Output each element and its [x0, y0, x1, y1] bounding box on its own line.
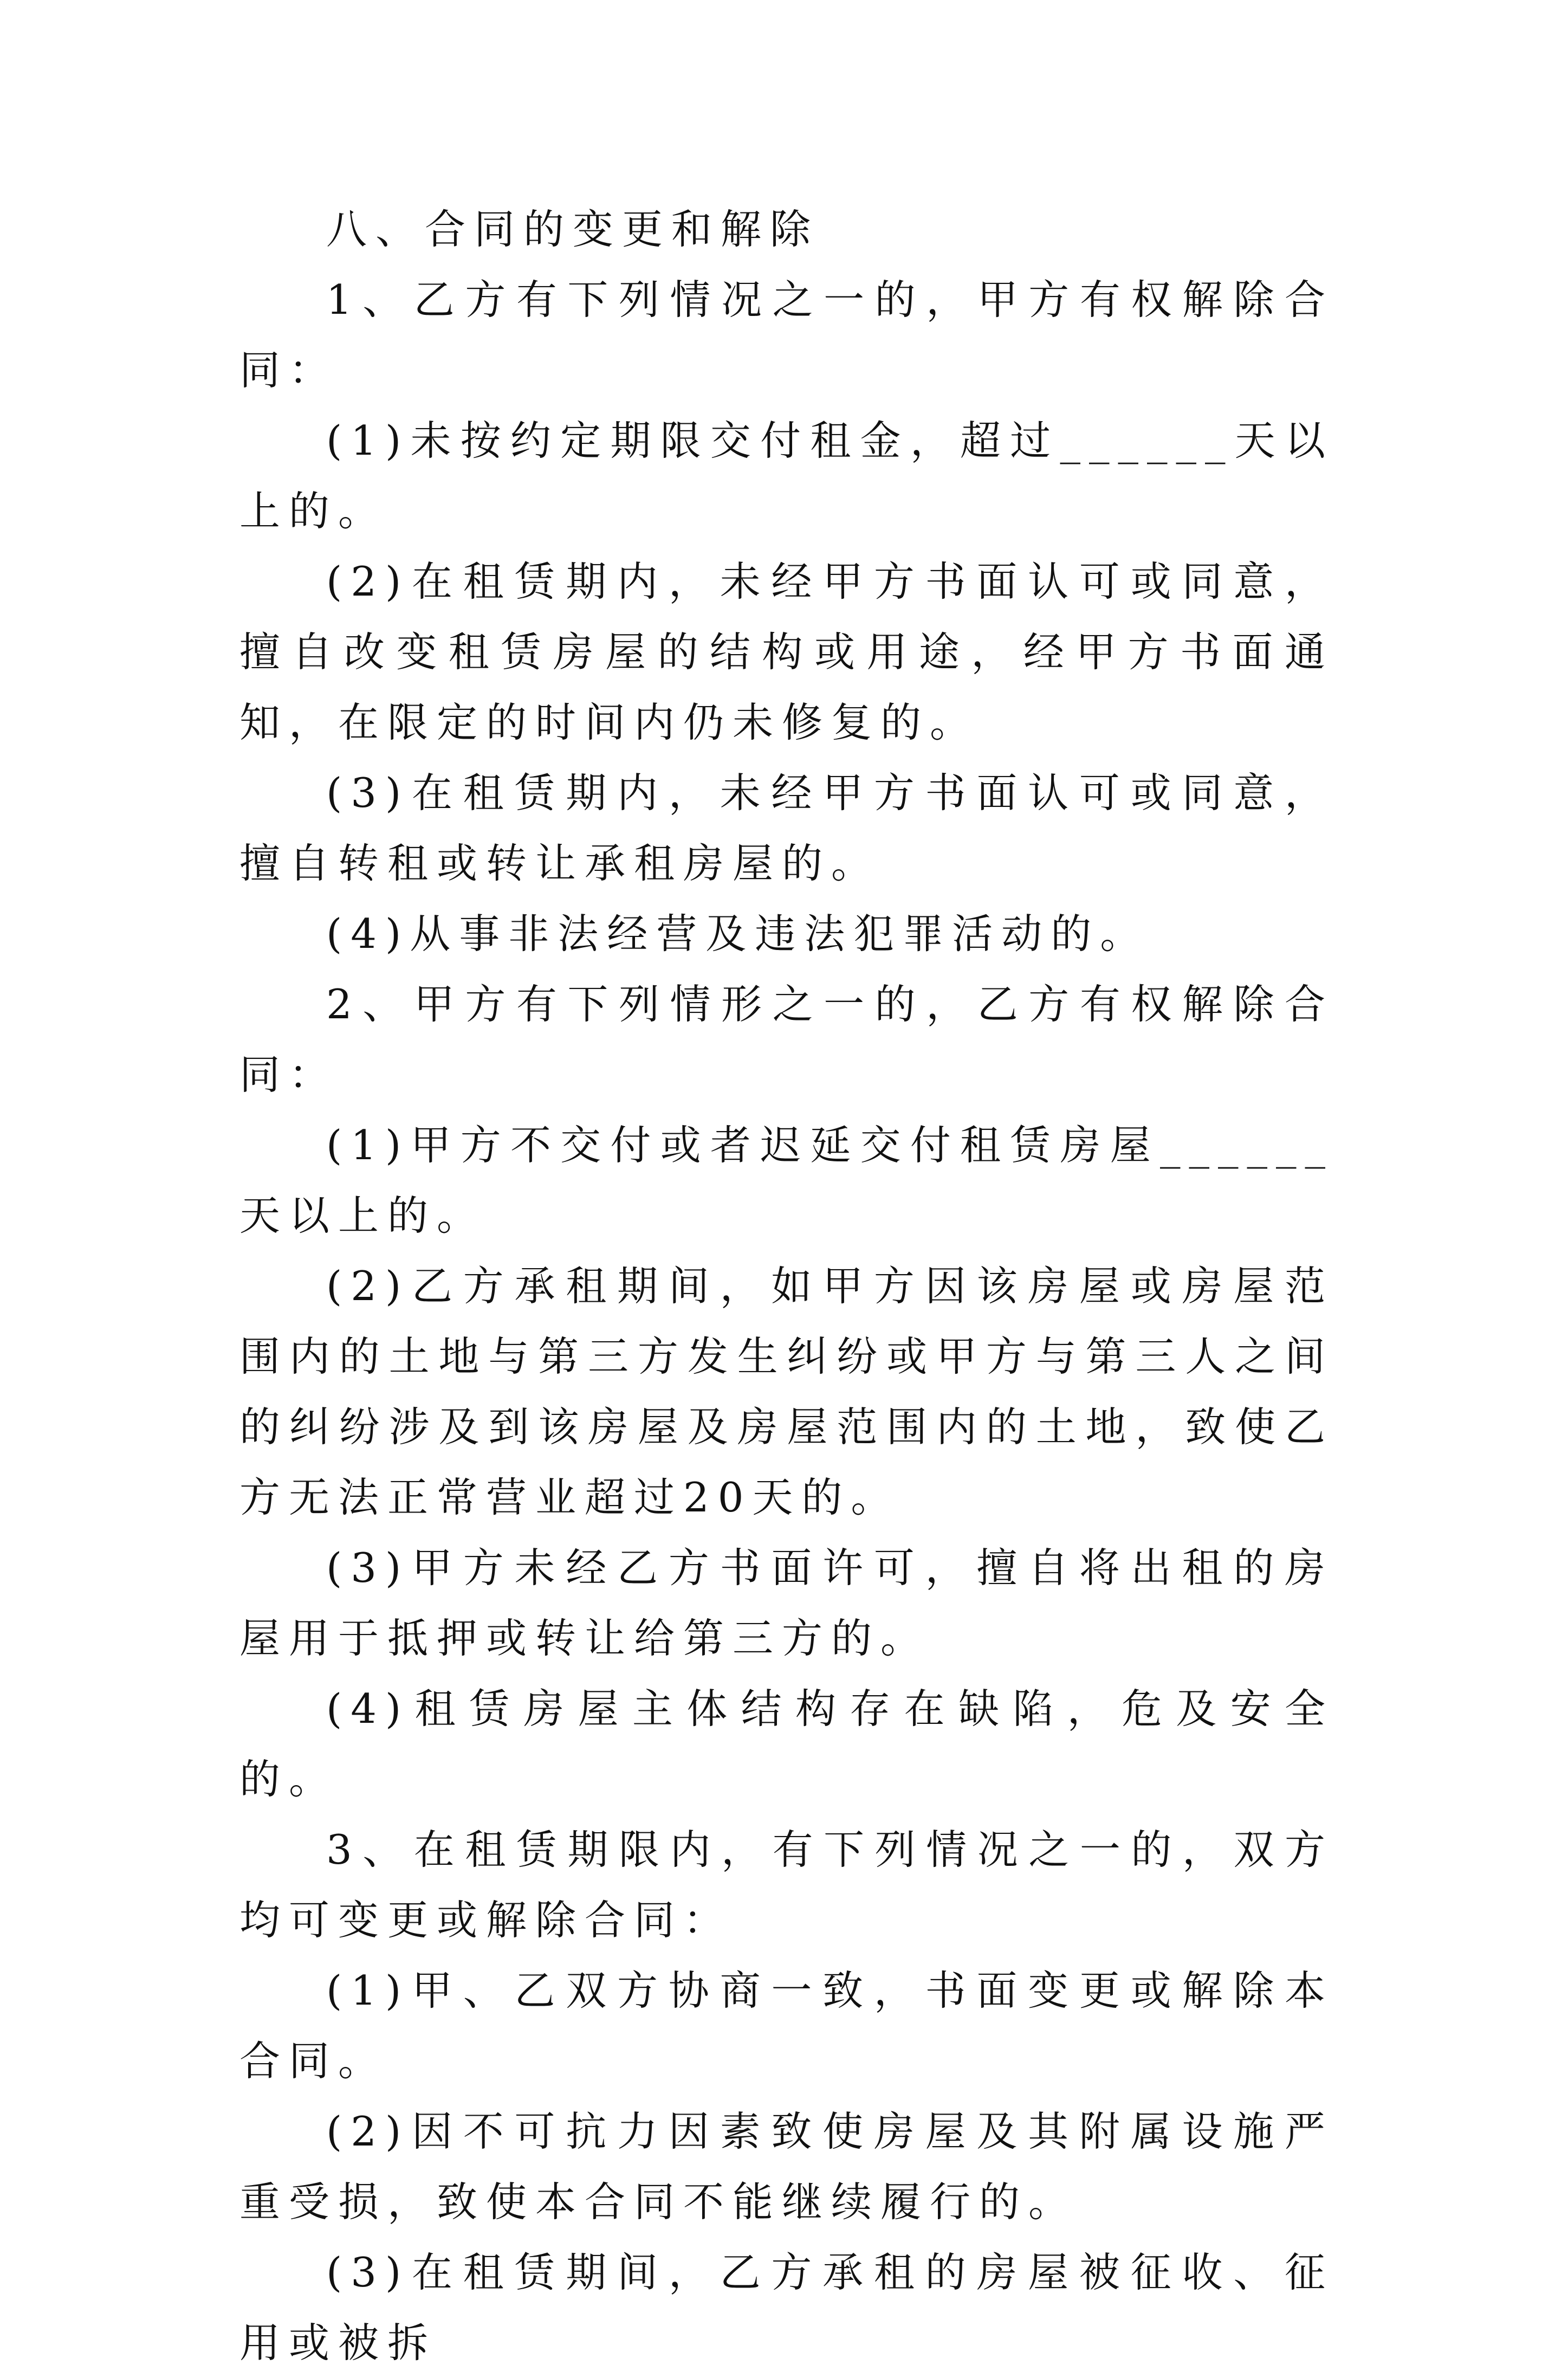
clause-1-item-1: (1)未按约定期限交付租金，超过______天以上的。	[239, 417, 1334, 535]
clause-1-intro: 1、乙方有下列情况之一的，甲方有权解除合同：	[239, 276, 1334, 394]
clause-1-item-4: (4)从事非法经营及违法犯罪活动的。	[326, 910, 1150, 958]
clause-3-intro: 3、在租赁期限内，有下列情况之一的，双方均可变更或解除合同：	[239, 1826, 1334, 1944]
clause-2-item-3: (3)甲方未经乙方书面许可，擅自将出租的房屋用于抵押或转让给第三方的。	[239, 1544, 1334, 1662]
clause-2-intro: 2、甲方有下列情形之一的，乙方有权解除合同：	[239, 980, 1334, 1098]
clause-2-item-2: (2)乙方承租期间，如甲方因该房屋或房屋范围内的土地与第三方发生纠纷或甲方与第三人之间的纠纷涉及到该房屋及房屋范围内的土地，致使乙方无法正常营业超过20天的。	[239, 1262, 1334, 1521]
clause-3-item-2: (2)因不可抗力因素致使房屋及其附属设施严重受损，致使本合同不能继续履行的。	[239, 2108, 1334, 2226]
document-body	[239, 194, 1334, 2378]
section-heading: 八、合同的变更和解除	[326, 205, 820, 253]
clause-1-item-2: (2)在租赁期内，未经甲方书面认可或同意，擅自改变租赁房屋的结构或用途，经甲方书面通知，在限定的时间内仍未修复的。	[239, 558, 1334, 746]
clause-1-item-3: (3)在租赁期内，未经甲方书面认可或同意，擅自转租或转让承租房屋的。	[239, 769, 1334, 887]
clause-3-item-3: (3)在租赁期间，乙方承租的房屋被征收、征用或被拆	[239, 2248, 1334, 2367]
clause-2-item-4: (4)租赁房屋主体结构存在缺陷，危及安全的。	[239, 1685, 1334, 1803]
clause-2-item-1: (1)甲方不交付或者迟延交付租赁房屋______天以上的。	[239, 1121, 1334, 1239]
clause-3-item-1: (1)甲、乙双方协商一致，书面变更或解除本合同。	[239, 1967, 1334, 2085]
